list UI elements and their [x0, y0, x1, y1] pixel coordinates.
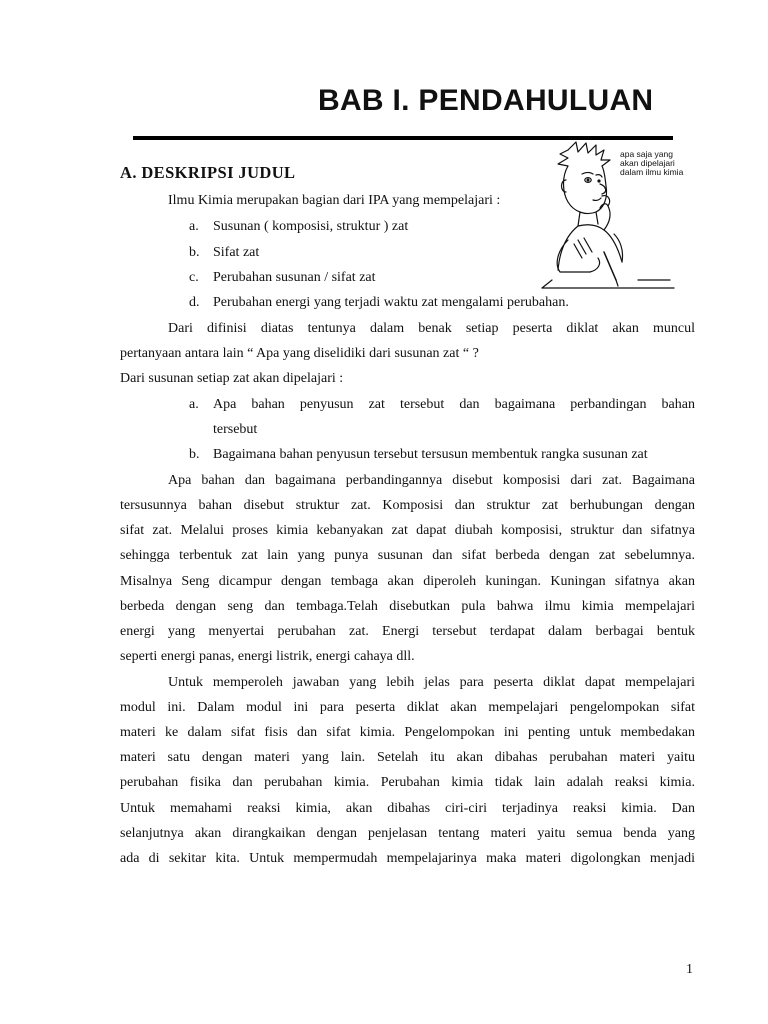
page-number: 1 — [686, 962, 693, 977]
paragraph-line: Apa bahan dan bagaimana perbandingannya disebut komposisi dari zat. Bagaimana — [168, 473, 695, 488]
list-marker: d. — [189, 295, 200, 310]
list-item: Apa bahan penyusun zat tersebut dan bagaimana perbandingan bahan — [213, 397, 695, 412]
paragraph-line: ada di sekitar kita. Untuk mempermudah mempelajarinya maka materi digolongkan menjadi — [120, 851, 695, 866]
list-item: Perubahan energi yang terjadi waktu zat mengalami perubahan. — [213, 295, 569, 310]
paragraph-line: sifat zat. Melalui proses kimia kebanyakan zat dapat diubah komposisi, struktur dan sifatnya — [120, 523, 695, 538]
chapter-title: BAB I. PENDAHULUAN — [318, 84, 654, 117]
caption-line: apa saja yang — [620, 149, 673, 159]
list-marker: a. — [189, 219, 199, 234]
paragraph-line: berbeda dengan seng dan tembaga.Telah disebutkan pula bahwa ilmu kimia mempelajari — [120, 599, 695, 614]
paragraph-line: materi ke dalam sifat fisis dan sifat kimia. Pengelompokan ini penting untuk membedakan — [120, 725, 695, 740]
paragraph-line: Untuk memahami reaksi kimia, akan dibahas ciri-ciri terjadinya reaksi kimia. Dan — [120, 801, 695, 816]
list-item: Sifat zat — [213, 245, 260, 260]
paragraph-line: pertanyaan antara lain “ Apa yang diselidiki dari susunan zat “ ? — [120, 346, 479, 361]
paragraph-line: tersusunnya bahan disebut struktur zat. Komposisi dan struktur zat berhubungan dengan — [120, 498, 695, 513]
list-marker: b. — [189, 447, 200, 462]
caption-line: akan dipelajari — [620, 158, 675, 168]
list-item: Perubahan susunan / sifat zat — [213, 270, 376, 285]
paragraph-line: perubahan fisika dan perubahan kimia. Perubahan kimia tidak lain adalah reaksi kimia. — [120, 775, 695, 790]
illustration-caption — [620, 150, 700, 177]
paragraph-line: Misalnya Seng dicampur dengan tembaga akan diperoleh kuningan. Kuningan sifatnya akan — [120, 574, 695, 589]
paragraph-line: Dari difinisi diatas tentunya dalam benak setiap peserta diklat akan muncul — [168, 321, 695, 336]
list-marker: b. — [189, 245, 200, 260]
paragraph-line: modul ini. Dalam modul ini para peserta diklat akan mempelajari pengelompokan sifat — [120, 700, 695, 715]
intro-text: Dari susunan setiap zat akan dipelajari : — [120, 371, 344, 386]
paragraph-line: selanjutnya akan dirangkaikan dengan penjelasan tentang materi yaitu semua benda yang — [120, 826, 695, 841]
paragraph-line: energi yang menyertai perubahan zat. Energi tersebut terdapat dalam berbagai bentuk — [120, 624, 695, 639]
list-item: Susunan ( komposisi, struktur ) zat — [213, 219, 409, 234]
paragraph-line: sehingga terbentuk zat lain yang punya susunan dan sifat berbeda dengan zat sebelumnya. — [120, 548, 695, 563]
caption-line: dalam ilmu kimia — [620, 167, 684, 177]
paragraph-line: Untuk memperoleh jawaban yang lebih jelas para peserta diklat dapat mempelajari — [168, 675, 695, 690]
paragraph-line: seperti energi panas, energi listrik, energi cahaya dll. — [120, 649, 415, 664]
list-item: tersebut — [213, 422, 258, 437]
intro-text: Ilmu Kimia merupakan bagian dari IPA yang mempelajari : — [168, 193, 501, 208]
list-marker: c. — [189, 270, 199, 285]
paragraph-line: materi satu dengan materi yang lain. Setelah itu akan dibahas perubahan materi yaitu — [120, 750, 695, 765]
section-heading: A. DESKRIPSI JUDUL — [120, 163, 296, 182]
list-marker: a. — [189, 397, 199, 412]
list-item: Bagaimana bahan penyusun tersebut tersusun membentuk rangka susunan zat — [213, 447, 648, 462]
